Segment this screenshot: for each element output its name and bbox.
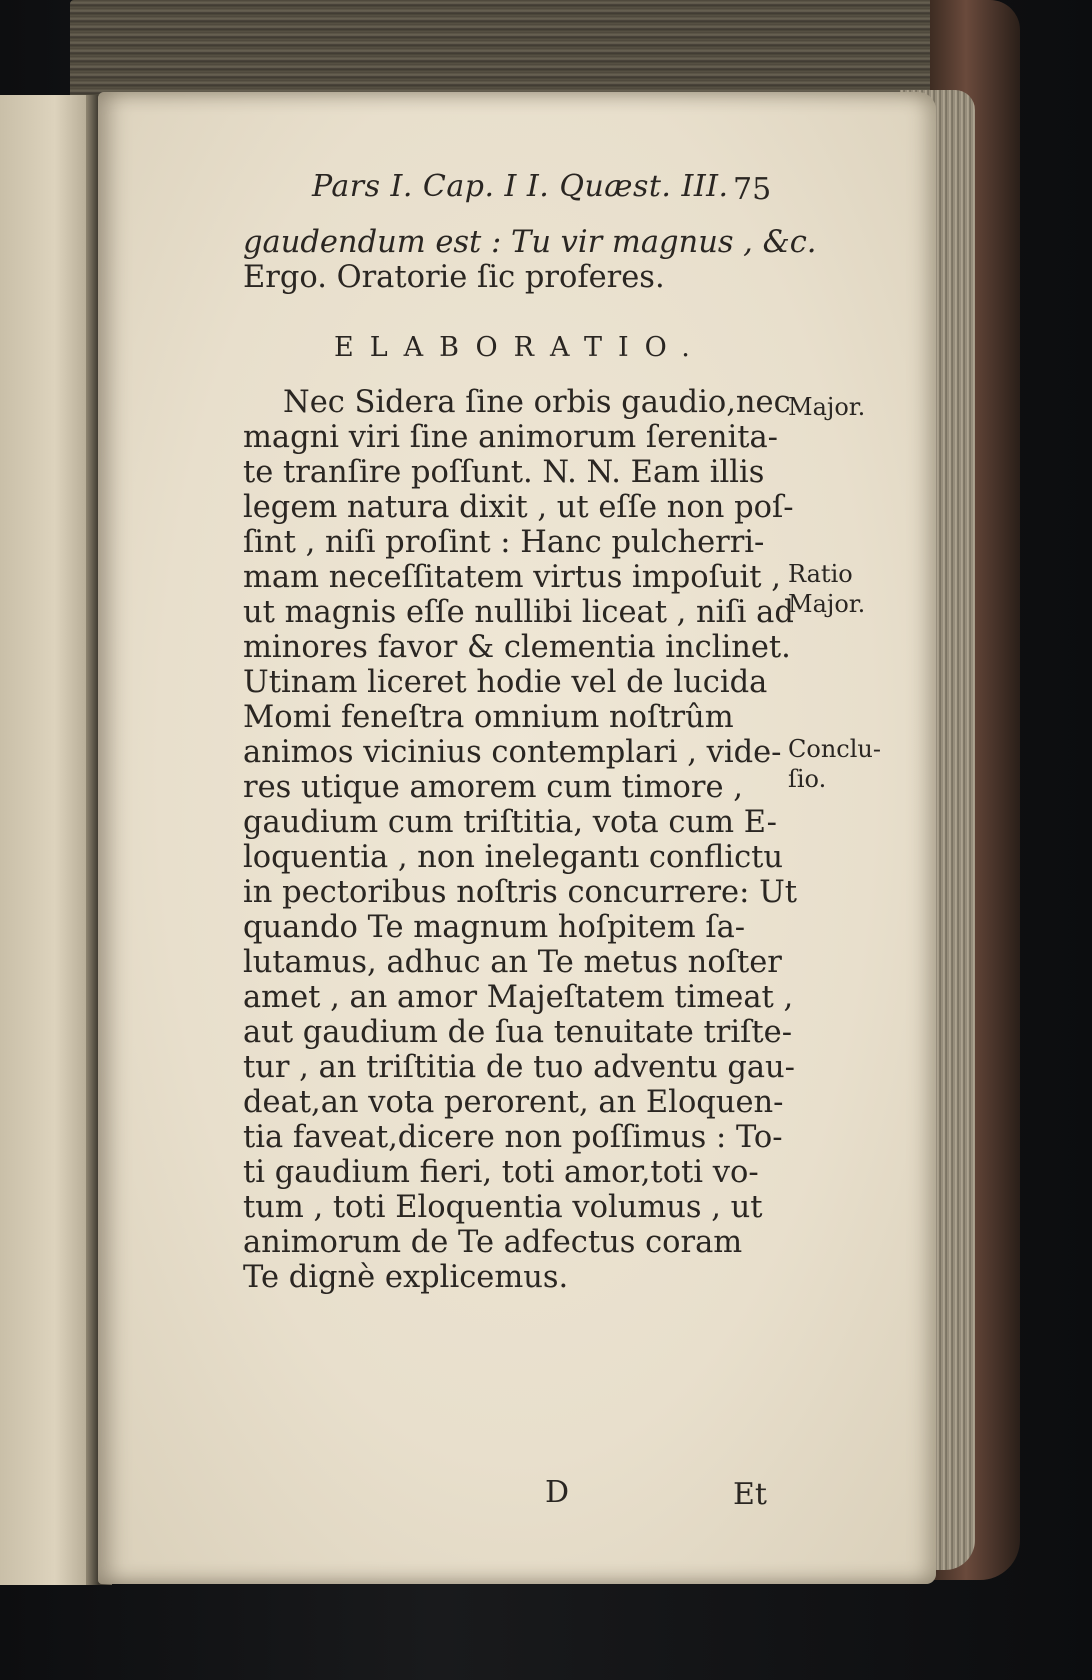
text-line-6: mam neceſſitatem virtus impoſuit ,: [243, 560, 781, 595]
text-line-15: in pectoribus noſtris concurrere: Ut: [243, 875, 798, 910]
page-number: 75: [733, 172, 772, 207]
text-line-1: Nec Sidera ſine orbis gaudio,nec: [283, 385, 791, 420]
text-line-20: tur , an triſtitia de tuo adventu gau-: [243, 1050, 795, 1085]
text-line-24: tum , toti Eloquentia volumus , ut: [243, 1190, 763, 1225]
margin-note-ratio: Ratio: [788, 560, 853, 588]
text-line-19: aut gaudium de ſua tenuitate triſte-: [243, 1015, 793, 1050]
margin-note-ratio-major: Major.: [788, 590, 866, 618]
text-line-5: ſint , niſi proſint : Hanc pulcherri-: [243, 525, 765, 560]
text-line-12: res utique amorem cum timore ,: [243, 770, 743, 805]
signature-mark: D: [545, 1475, 570, 1510]
text-line-top-2: Ergo. Oratorie ſic proferes.: [243, 260, 665, 295]
margin-note-conclusio-2: ſio.: [788, 765, 827, 793]
margin-note-major: Major.: [788, 393, 866, 421]
running-title: Pars I. Cap. I I. Quæst. III.: [312, 169, 729, 204]
text-line-13: gaudium cum triſtitia, vota cum E-: [243, 805, 777, 840]
catchword: Et: [733, 1477, 767, 1512]
text-line-21: deat,an vota perorent, an Eloquen-: [243, 1085, 784, 1120]
text-line-17: lutamus, adhuc an Te metus noſter: [243, 945, 782, 980]
text-line-3: te tranſire poſſunt. N. N. Eam illis: [243, 455, 765, 490]
text-line-4: legem natura dixit , ut eſſe non poſ-: [243, 490, 794, 525]
margin-note-conclusio: Conclu-: [788, 735, 881, 763]
text-line-26: Te dignè explicemus.: [243, 1260, 569, 1295]
text-line-23: ti gaudium fieri, toti amor,toti vo-: [243, 1155, 759, 1190]
section-heading: ELABORATIO.: [334, 332, 706, 363]
text-line-11: animos vicinius contemplari , vide-: [243, 735, 782, 770]
text-line-top-1: gaudendum est : Tu vir magnus , &c.: [243, 225, 817, 260]
text-line-16: quando Te magnum hoſpitem ſa-: [243, 910, 746, 945]
text-line-18: amet , an amor Majeſtatem timeat ,: [243, 980, 794, 1015]
text-line-9: Utinam liceret hodie vel de lucida: [243, 665, 768, 700]
text-line-14: loquentia , non inelegantı conflictu: [243, 840, 784, 875]
text-line-10: Momi feneſtra omnium noſtrûm: [243, 700, 734, 735]
text-line-2: magni viri ſine animorum ſerenita-: [243, 420, 778, 455]
text-line-22: tia faveat,dicere non poſſimus : To-: [243, 1120, 783, 1155]
text-line-8: minores favor & clementia inclinet.: [243, 630, 791, 665]
text-line-25: animorum de Te adfectus coram: [243, 1225, 743, 1260]
left-page-edge: [0, 95, 100, 1585]
text-line-7: ut magnis eſſe nullibi liceat , niſi ad: [243, 595, 794, 630]
